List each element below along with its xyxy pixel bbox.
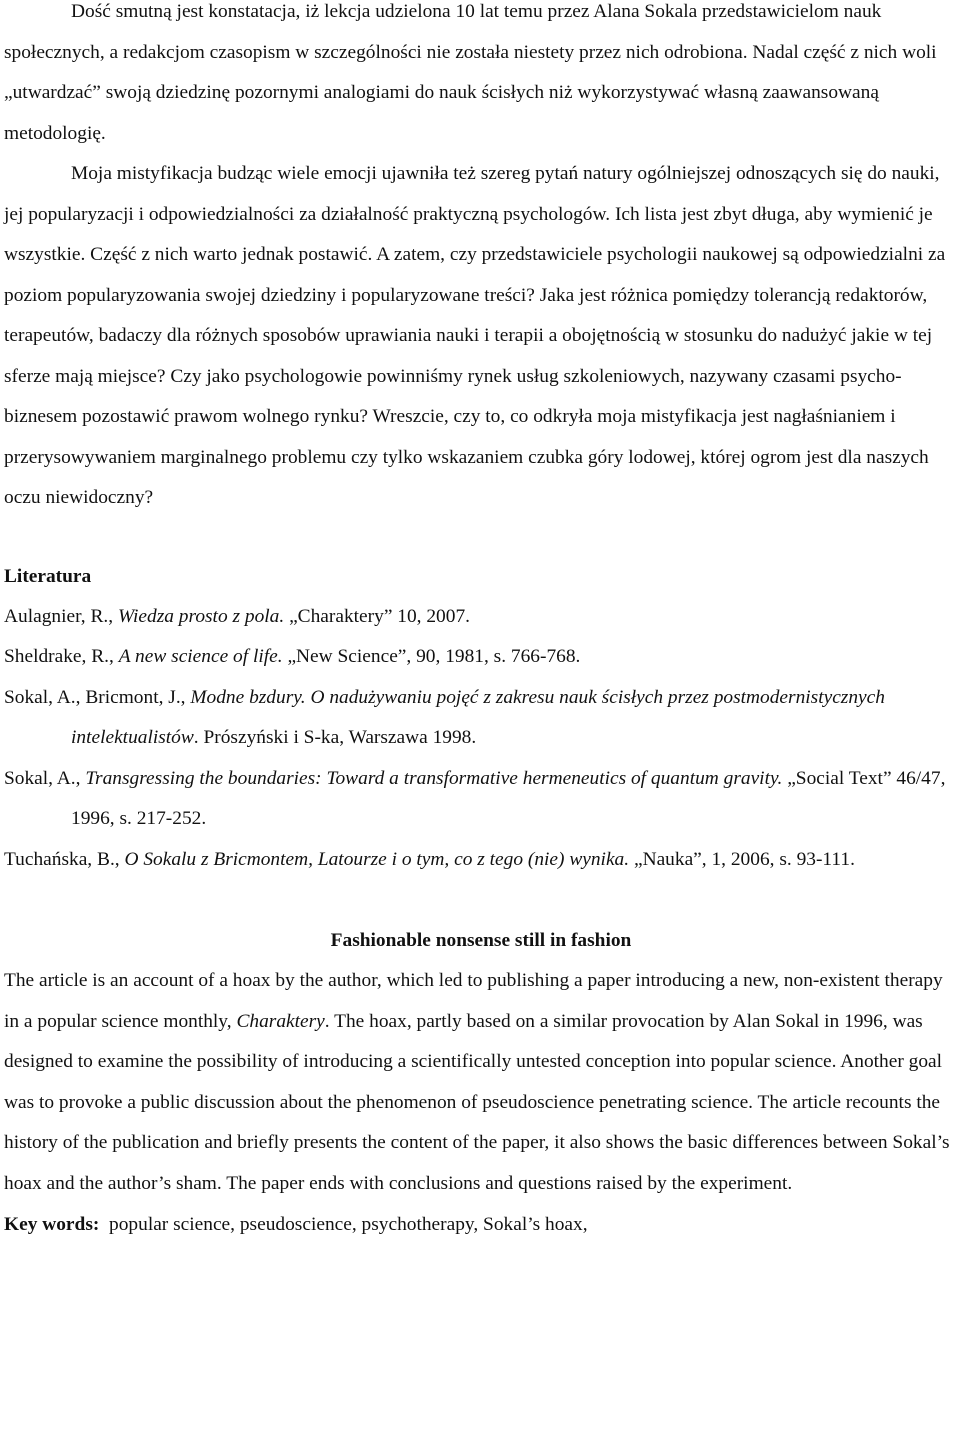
abstract-text-part: . The hoax, partly based on a similar provocation by Alan Sokal in 1996, was designed to examine the possibility of introducing a scientifically untested conception into popular science. Another goal was to provoke a public discussion about the phenomenon of pseudoscience penetrating science. The article recounts the history of the publication and briefly presents the content of the paper, it also shows the basic differences between Sokal’s hoax and the author’s sham. The paper ends with conclusions and questions raised by the experiment. bbox=[4, 1010, 950, 1194]
reference-author: Sheldrake, R., bbox=[4, 646, 119, 667]
reference-item bbox=[4, 597, 958, 638]
reference-author: Sokal, A., Bricmont, J., bbox=[4, 686, 191, 708]
body-paragraph-2 bbox=[4, 154, 958, 519]
reference-author: Aulagnier, R., bbox=[4, 605, 118, 627]
paragraph-text: Dość smutną jest konstatacja, iż lekcja udzielona 10 lat temu przez Alana Sokala przedstawicielom nauk społecznych, a redakcjom czasopism w szczególności nie została niestety przez nich odrobiona. Nadal część z nich woli „utwardzać” swoją dziedzinę pozornymi analogiami do nauk ścisłych niż wykorzystywać własną zaawansowaną metodologię. bbox=[4, 1, 937, 144]
keywords-list: popular science, pseudoscience, psychotherapy, Sokal’s hoax, bbox=[109, 1213, 588, 1235]
reference-source: „Social Text” 46/47, 1996, s. 217-252. bbox=[71, 767, 946, 829]
reference-title: A new science of life. bbox=[118, 646, 283, 667]
abstract-journal-name: Charaktery bbox=[236, 1010, 325, 1032]
abstract-text-part: The article is an account of a hoax by the author, which led to publishing a paper introducing a new, non-existent therapy in a popular science monthly, bbox=[4, 970, 943, 1032]
reference-item bbox=[4, 678, 958, 759]
reference-title: Transgressing the boundaries: Toward a transformative hermeneutics of quantum gravity. bbox=[85, 767, 783, 789]
reference-source: „New Science”, 90, 1981, s. 766-768. bbox=[282, 646, 581, 667]
body-paragraph-1 bbox=[4, 0, 958, 154]
reference-source: „Charaktery” 10, 2007. bbox=[284, 605, 470, 627]
abstract-text bbox=[4, 961, 958, 1205]
reference-item bbox=[4, 637, 958, 678]
reference-item bbox=[4, 840, 958, 881]
reference-title: Wiedza prosto z pola. bbox=[117, 605, 285, 627]
reference-author: Sokal, A., bbox=[4, 767, 86, 789]
reference-source: „Nauka”, 1, 2006, s. 93-111. bbox=[629, 848, 855, 870]
reference-subtitle: O nadużywaniu pojęć z zakresu nauk ścisłych przez postmodernistycznych intelektualistów bbox=[71, 686, 885, 748]
reference-title: O Sokalu z Bricmontem, Latourze i o tym, co z tego (nie) wynika. bbox=[124, 848, 630, 870]
reference-item bbox=[4, 759, 958, 840]
reference-source: . Prószyński i S-ka, Warszawa 1998. bbox=[193, 727, 477, 748]
literature-heading: Literatura bbox=[4, 565, 92, 587]
reference-author: Tuchańska, B., bbox=[4, 848, 125, 870]
keywords-line bbox=[4, 1205, 958, 1246]
abstract-title: Fashionable nonsense still in fashion bbox=[330, 930, 632, 951]
document-page bbox=[4, 0, 958, 1245]
keywords-label: Key words: bbox=[4, 1213, 100, 1235]
reference-title: Modne bzdury. bbox=[190, 686, 306, 708]
reference-list bbox=[4, 597, 958, 881]
paragraph-text: Moja mistyfikacja budząc wiele emocji ujawniła też szereg pytań natury ogólniejszej odnoszących się do nauki, jej popularyzacji i odpowiedzialności za działalność praktyczną psychologów. Ich lista jest zbyt długa, aby wymienić je wszystkie. Część z nich warto jednak postawić. A zatem, czy przedstawiciele psychologii naukowej są odpowiedzialni za poziom popularyzowania swojej dziedziny i popularyzowane treści? Jaka jest różnica pomiędzy tolerancją redaktorów, terapeutów, badaczy dla różnych sposobów uprawiania nauki i terapii a obojętnością w stosunku do nadużyć jakie w tej sferze mają miejsce? Czy jako psychologowie powinniśmy rynek usług szkoleniowych, nazywany czasami psycho-biznesem pozostawić prawom wolnego rynku? Wreszcie, czy to, co odkryła moja mistyfikacja jest nagłaśnianiem i przerysowywaniem marginalnego problemu czy tylko wskazaniem czubka góry lodowej, której ogrom jest dla naszych oczu niewidoczny? bbox=[4, 163, 946, 508]
